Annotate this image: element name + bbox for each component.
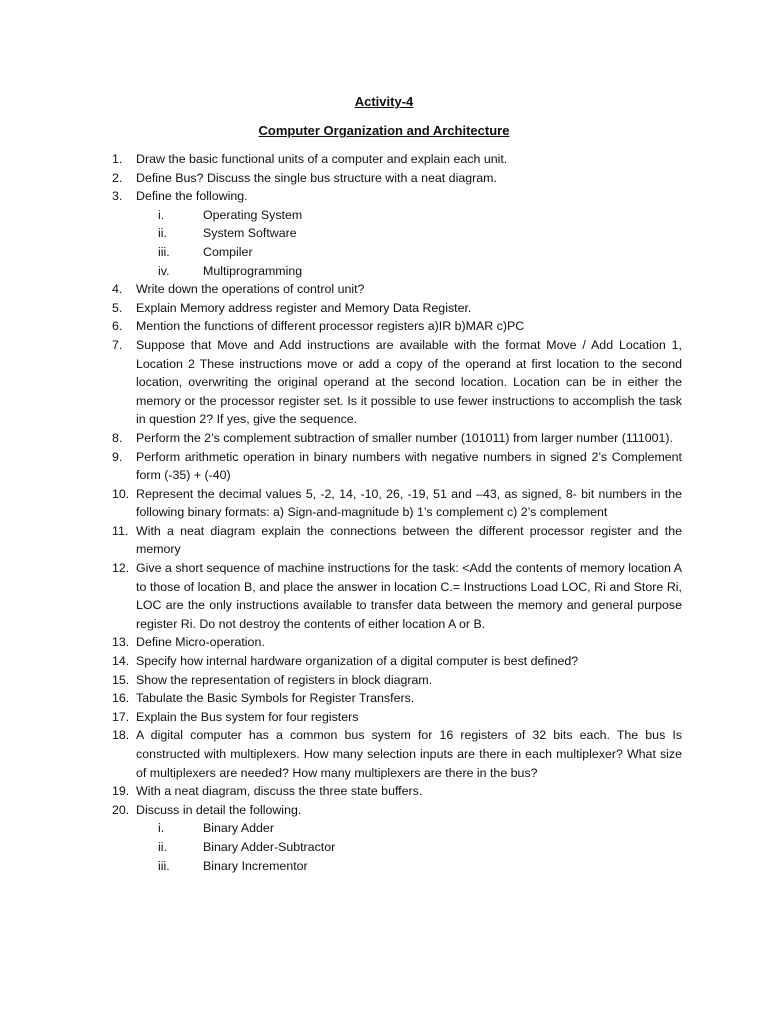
question-text: Discuss in detail the following. — [136, 802, 302, 817]
question-item — [112, 652, 682, 671]
question-number: 20. — [112, 802, 130, 817]
sub-item — [112, 838, 682, 857]
question-text: Perform the 2’s complement subtraction of smaller number (101011) from larger number (111001). — [136, 430, 673, 445]
question-item — [112, 689, 682, 708]
question-item — [112, 187, 682, 206]
question-text: With a neat diagram explain the connections between the different processor register and the memory — [136, 523, 682, 557]
question-text: Write down the operations of control unit? — [136, 282, 365, 297]
subject-title: Computer Organization and Architecture — [258, 123, 510, 138]
sub-item-text: System Software — [203, 226, 297, 241]
sub-item-text: Operating System — [203, 207, 303, 222]
question-number: 2. — [112, 170, 123, 185]
question-number: 14. — [112, 654, 130, 669]
question-item — [112, 708, 682, 727]
question-text: A digital computer has a common bus system for 16 registers of 32 bits each. The bus Is constructed with multiplexers. How many selection inputs are there in each multiplexer? What size of multiplexers are needed? How many multiplexers are there in the bus? — [136, 728, 682, 780]
question-item — [112, 429, 682, 448]
sub-item-text: Multiprogramming — [203, 263, 303, 278]
question-number: 15. — [112, 672, 130, 687]
sub-item-text: Binary Adder-Subtractor — [203, 839, 336, 854]
question-number: 7. — [112, 337, 123, 352]
question-number: 4. — [112, 282, 123, 297]
sub-item-number: ii. — [158, 226, 167, 241]
question-number: 12. — [112, 561, 130, 576]
question-text: Perform arithmetic operation in binary numbers with negative numbers in signed 2’s Complement form (-35) + (-40) — [136, 449, 682, 483]
question-number: 5. — [112, 300, 123, 315]
question-item — [112, 336, 682, 429]
sub-item — [112, 819, 682, 838]
question-number: 3. — [112, 189, 123, 204]
sub-item-number: i. — [158, 207, 165, 222]
question-item — [112, 169, 682, 188]
question-item — [112, 671, 682, 690]
question-item — [112, 150, 682, 169]
sub-item — [112, 243, 682, 262]
question-text: Specify how internal hardware organization of a digital computer is best defined? — [136, 654, 579, 669]
sub-item-number: iii. — [158, 244, 170, 259]
question-number: 16. — [112, 691, 130, 706]
sub-item-text: Binary Adder — [203, 821, 274, 836]
sub-item-number: i. — [158, 821, 165, 836]
sub-item-text: Compiler — [203, 244, 253, 259]
question-item — [112, 317, 682, 336]
question-number: 10. — [112, 486, 130, 501]
question-item — [112, 559, 682, 633]
question-number: 18. — [112, 728, 130, 743]
question-item — [112, 782, 682, 801]
question-item — [112, 726, 682, 782]
question-item — [112, 280, 682, 299]
question-text: Define the following. — [136, 189, 248, 204]
sub-item-number: iv. — [158, 263, 170, 278]
question-text: With a neat diagram, discuss the three state buffers. — [136, 784, 423, 799]
question-number: 17. — [112, 709, 130, 724]
sub-item-number: iii. — [158, 858, 170, 873]
question-text: Mention the functions of different processor registers a)IR b)MAR c)PC — [136, 319, 525, 334]
sub-item — [112, 262, 682, 281]
question-number: 6. — [112, 319, 123, 334]
question-number: 13. — [112, 635, 130, 650]
question-text: Represent the decimal values 5, -2, 14, -10, 26, -19, 51 and –43, as signed, 8- bit numbers in the following binary formats: a) Sign-and-magnitude b) 1’s complement c) 2’s complement — [136, 486, 682, 520]
question-item — [112, 448, 682, 485]
question-text: Suppose that Move and Add instructions are available with the format Move / Add Location 1, Location 2 These instructions move or add a copy of the operand at first location to the second location, overwriting the original operand at the second location. Location can be in either the memory or the processor register set. Is it possible to use fewer instructions to accomplish the task in question 2? If yes, give the sequence. — [136, 337, 682, 427]
question-item — [112, 299, 682, 318]
sub-item — [112, 224, 682, 243]
question-number: 1. — [112, 152, 123, 166]
question-item — [112, 633, 682, 652]
question-text: Show the representation of registers in block diagram. — [136, 672, 433, 687]
question-text: Define Micro-operation. — [136, 635, 265, 650]
question-text: Give a short sequence of machine instructions for the task: <Add the contents of memory location A to those of location B, and place the answer in location C.= Instructions Load LOC, Ri and Store Ri, LOC are the only instructions available to transfer data between the memory and general purpose register Ri. Do not destroy the contents of either location A or B. — [136, 561, 682, 631]
question-number: 19. — [112, 784, 130, 799]
question-item — [112, 801, 682, 820]
question-text: Tabulate the Basic Symbols for Register Transfers. — [136, 691, 415, 706]
question-text: Explain the Bus system for four registers — [136, 709, 359, 724]
question-number: 9. — [112, 449, 123, 464]
question-text: Explain Memory address register and Memory Data Register. — [136, 300, 472, 315]
question-list — [112, 150, 682, 875]
question-text: Draw the basic functional units of a computer and explain each unit. — [136, 152, 508, 166]
question-text: Define Bus? Discuss the single bus structure with a neat diagram. — [136, 170, 497, 185]
question-item — [112, 485, 682, 522]
question-item — [112, 522, 682, 559]
sub-item — [112, 857, 682, 876]
activity-title: Activity-4 — [354, 94, 414, 109]
sub-item — [112, 206, 682, 225]
question-number: 11. — [112, 523, 129, 538]
sub-item-number: ii. — [158, 839, 167, 854]
sub-item-text: Binary Incrementor — [203, 858, 308, 873]
question-number: 8. — [112, 430, 123, 445]
